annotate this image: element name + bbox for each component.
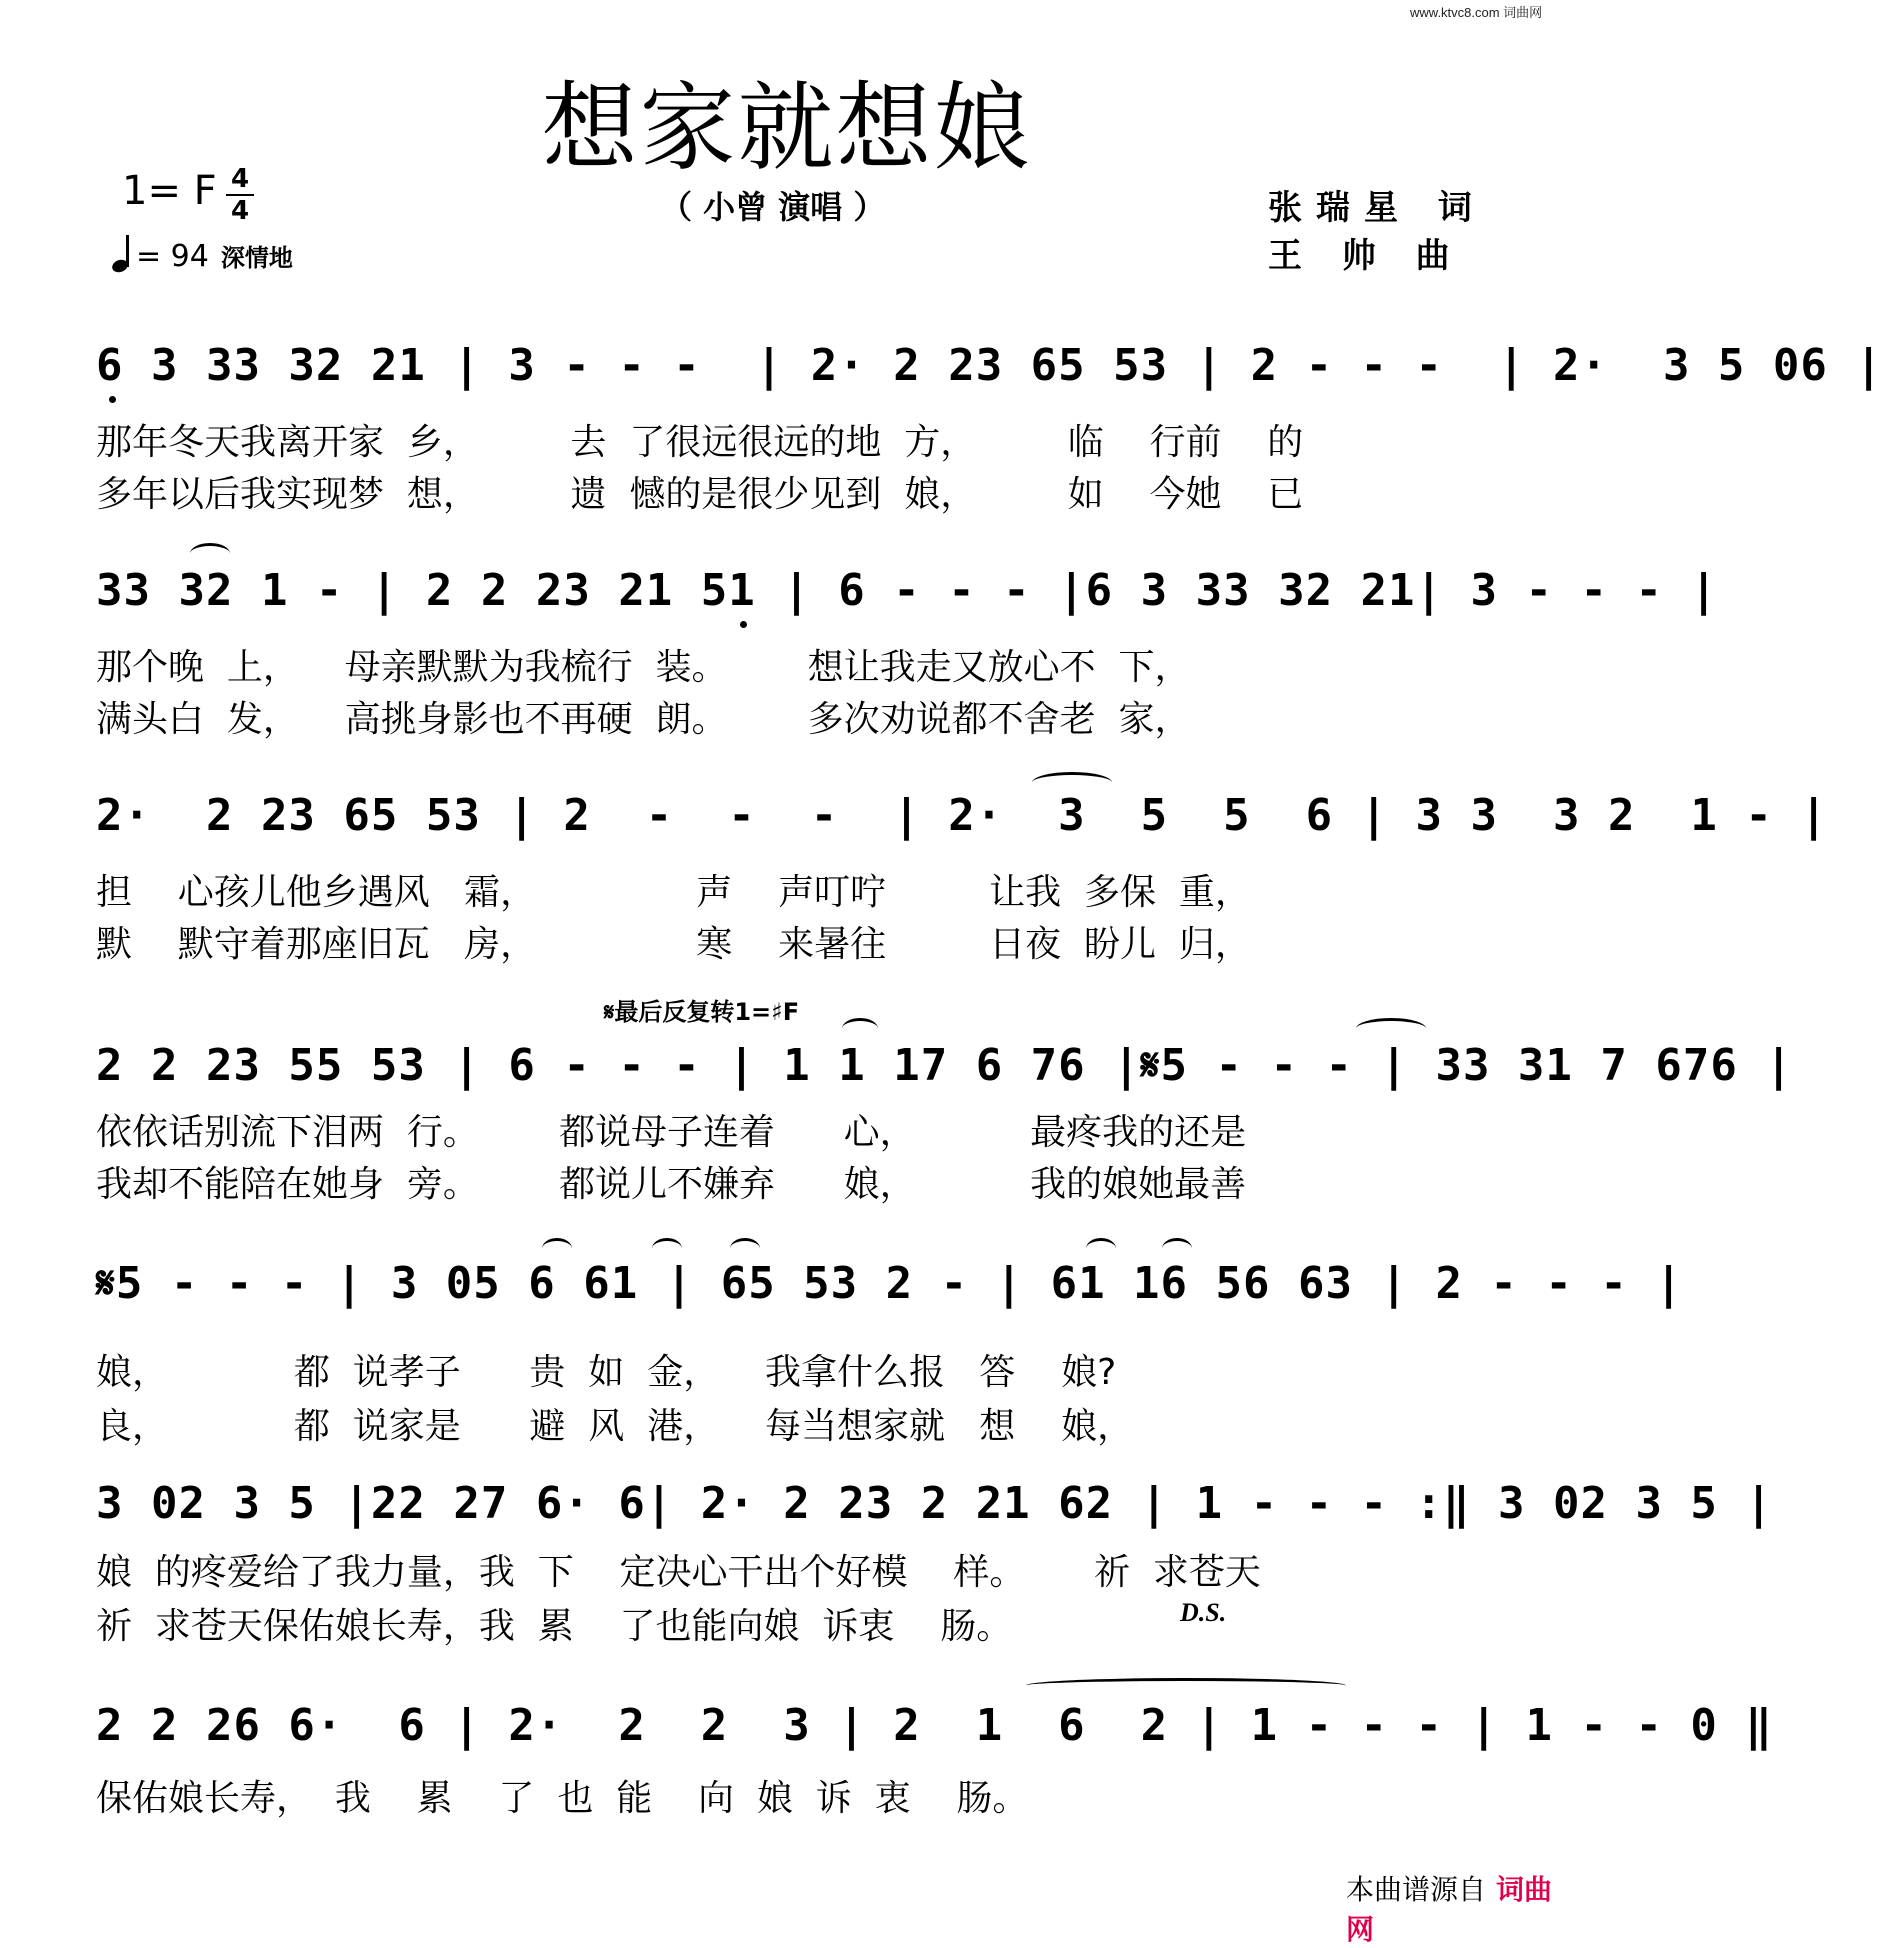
notation-line: 33 32 1 - | 2 2 23 21 51 | 6 - - - |6 3 33 32 21| 3 - - - |	[96, 565, 1718, 616]
lyric-line-2: 祈 求苍天保佑娘长寿，我 累 了也能向娘 诉衷 肠。	[96, 1606, 1013, 1647]
composer-credit: 王 帅 曲	[1268, 236, 1464, 276]
watermark-top: www.ktvc8.com 词曲网	[1410, 5, 1543, 20]
key-signature: 1= F	[122, 168, 217, 214]
notation-line: 2 2 23 55 53 | 6 - - - | 1 1 17 6 76 |𝄋5 - - - | 33 31 7 676 |	[96, 1040, 1793, 1091]
singer-credit: （ 小曾 演唱 ）	[660, 188, 886, 226]
quarter-note-icon	[112, 236, 132, 272]
lyric-line-2: 满头白 发， 高挑身影也不再硬 朗。 多次劝说都不舍老 家，	[96, 699, 1191, 740]
notation-line: 2 2 26 6· 6 | 2· 2 2 3 | 2 1 6 2 | 1 - - - | 1 - - 0 ‖	[96, 1700, 1773, 1751]
slur-mark	[542, 1238, 572, 1259]
lyric-line-2: 多年以后我实现梦 想， 遗 憾的是很少见到 娘， 如 今她 已	[96, 474, 1304, 515]
lyric-line-1: 那个晚 上， 母亲默默为我梳行 装。 想让我走又放心不 下，	[96, 647, 1191, 688]
slur-mark	[1086, 1238, 1116, 1259]
slur-mark	[652, 1238, 682, 1259]
slur-mark	[1356, 1018, 1426, 1039]
slur-mark	[190, 543, 230, 564]
low-octave-dot	[109, 396, 116, 403]
slur-mark	[842, 1018, 878, 1039]
low-octave-dot	[740, 621, 747, 628]
lyric-line-1: 担 心孩儿他乡遇风 霜， 声 声叮咛 让我 多保 重，	[96, 872, 1251, 913]
notation-line: 𝄋5 - - - | 3 05 6 61 | 65 53 2 - | 61 16 56 63 | 2 - - - |	[96, 1258, 1683, 1309]
lyric-line-2: 我却不能陪在她身 旁。 都说儿不嫌弃 娘， 我的娘她最善	[96, 1164, 1247, 1205]
lyric-line-2: 良， 都 说家是 避 风 港， 每当想家就 想 娘，	[96, 1406, 1134, 1447]
time-sig-top: 4	[230, 164, 250, 194]
dal-segno-mark: D.S.	[1180, 1598, 1227, 1627]
lyric-line-1: 保佑娘长寿， 我 累 了 也 能 向 娘 诉 衷 肠。	[96, 1778, 1029, 1819]
tempo-value: = 94	[136, 239, 209, 274]
repeat-instruction: 𝄋最后反复转1=♯F	[604, 998, 800, 1026]
lyric-line-1: 那年冬天我离开家 乡， 去 了很远很远的地 方， 临 行前 的	[96, 422, 1304, 463]
slur-mark	[1162, 1238, 1192, 1259]
time-signature	[226, 166, 254, 224]
slur-mark	[730, 1238, 760, 1259]
source-text: 本曲谱源自	[1346, 1873, 1487, 1906]
brand-text: 词曲网	[1346, 1873, 1553, 1946]
tempo-style: 深情地	[220, 244, 293, 272]
time-sig-bottom: 4	[230, 196, 250, 226]
tempo-marking	[112, 236, 293, 274]
notation-line: 2· 2 23 65 53 | 2 - - - | 2· 3 5 5 6 | 3 3 3 2 1 - |	[96, 790, 1828, 841]
lyric-line-1: 依依话别流下泪两 行。 都说母子连着 心， 最疼我的还是	[96, 1112, 1247, 1153]
source-footer	[1346, 1868, 1573, 1948]
notation-line: 6 3 33 32 21 | 3 - - - | 2· 2 23 65 53 | 2 - - - | 2· 3 5 06 |	[96, 340, 1883, 391]
tie-mark	[1026, 1678, 1346, 1693]
lyric-line-1: 娘 的疼爱给了我力量，我 下 定决心干出个好模 样。 祈 求苍天	[96, 1552, 1261, 1593]
lyric-line-1: 娘， 都 说孝子 贵 如 金， 我拿什么报 答 娘?	[96, 1352, 1117, 1393]
lyric-line-2: 默 默守着那座旧瓦 房， 寒 来暑往 日夜 盼儿 归，	[96, 924, 1251, 965]
notation-line: 3 02 3 5 |22 27 6· 6| 2· 2 23 2 21 62 | 1 - - - :‖ 3 02 3 5 |	[96, 1478, 1773, 1529]
song-title: 想家就想娘	[541, 72, 1032, 184]
lyricist-credit: 张瑞星 词	[1268, 188, 1486, 228]
